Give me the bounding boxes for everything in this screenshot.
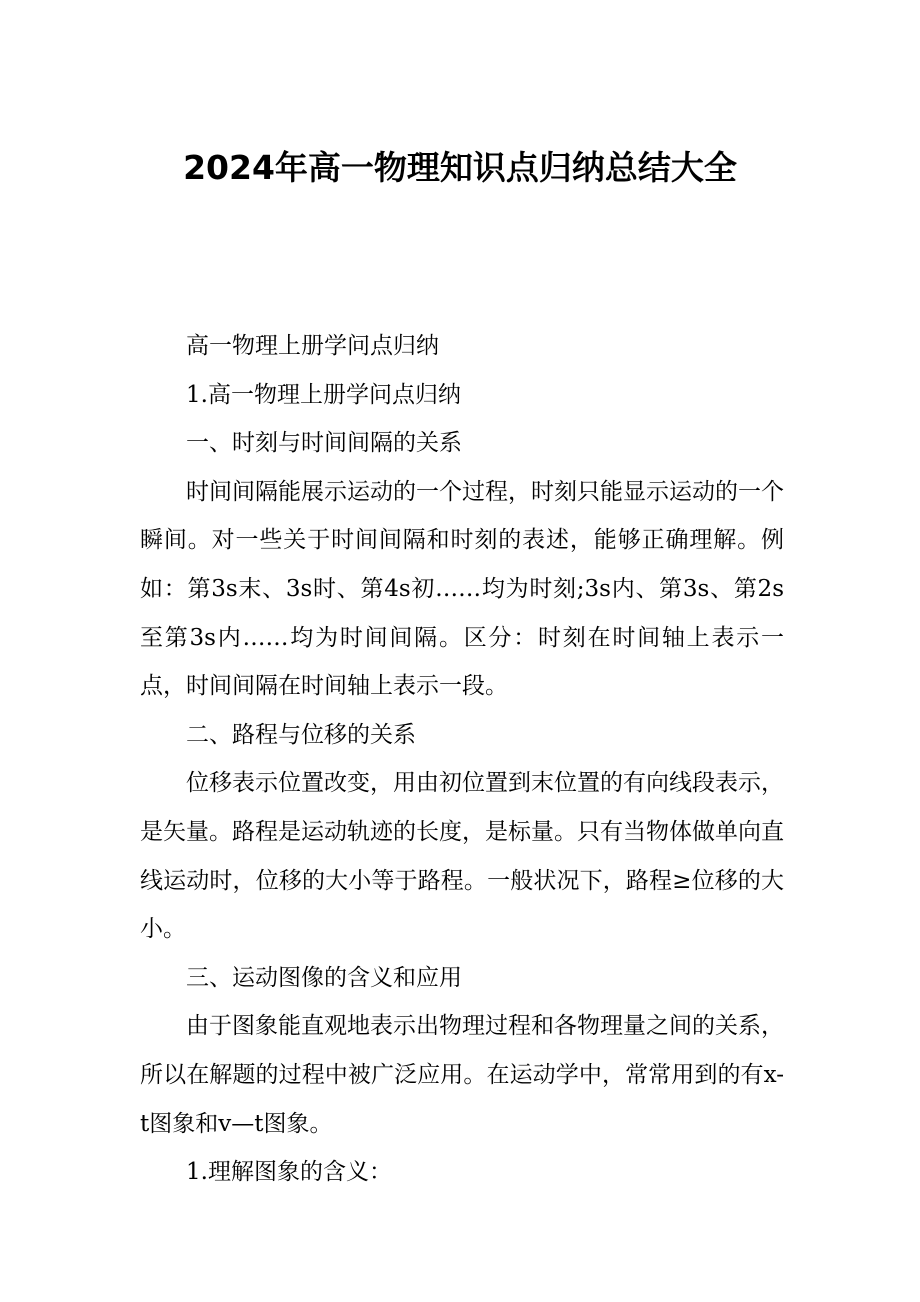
section-heading-displacement: 二、路程与位移的关系 [186, 721, 416, 748]
paragraph-graphs: 由于图象能直观地表示出物理过程和各物理量之间的关系，所以在解题的过程中被广泛应用。在运动学中，常常用到的有x-t图象和v—t图象。 [140, 1013, 784, 1137]
section-heading-graphs: 三、运动图像的含义和应用 [186, 964, 462, 991]
paragraph-heading: 高一物理上册学问点归纳 [186, 333, 439, 359]
paragraph-displacement: 位移表示位置改变，用由初位置到末位置的有向线段表示，是矢量。路程是运动轨迹的长度，是标量。只有当物体做单向直线运动时，位移的大小等于路程。一般状况下，路程≥位移的大小。 [140, 770, 784, 943]
list-item-graph-meaning: 1.理解图象的含义： [186, 1159, 392, 1186]
section-heading-time: 一、时刻与时间间隔的关系 [186, 430, 462, 457]
document-title: 2024年高一物理知识点归纳总结大全 [183, 148, 737, 187]
document-body [140, 322, 784, 1197]
paragraph-subheading: 1.高一物理上册学问点归纳 [186, 381, 461, 408]
paragraph-time: 时间间隔能展示运动的一个过程，时刻只能显示运动的一个瞬间。对一些关于时间间隔和时刻的表述，能够正确理解。例如：第3s末、3s时、第4s初……均为时刻;3s内、第3s、第2s至第3s内……均为时间间隔。区分：时刻在时间轴上表示一点，时间间隔在时间轴上表示一段。 [140, 478, 784, 700]
